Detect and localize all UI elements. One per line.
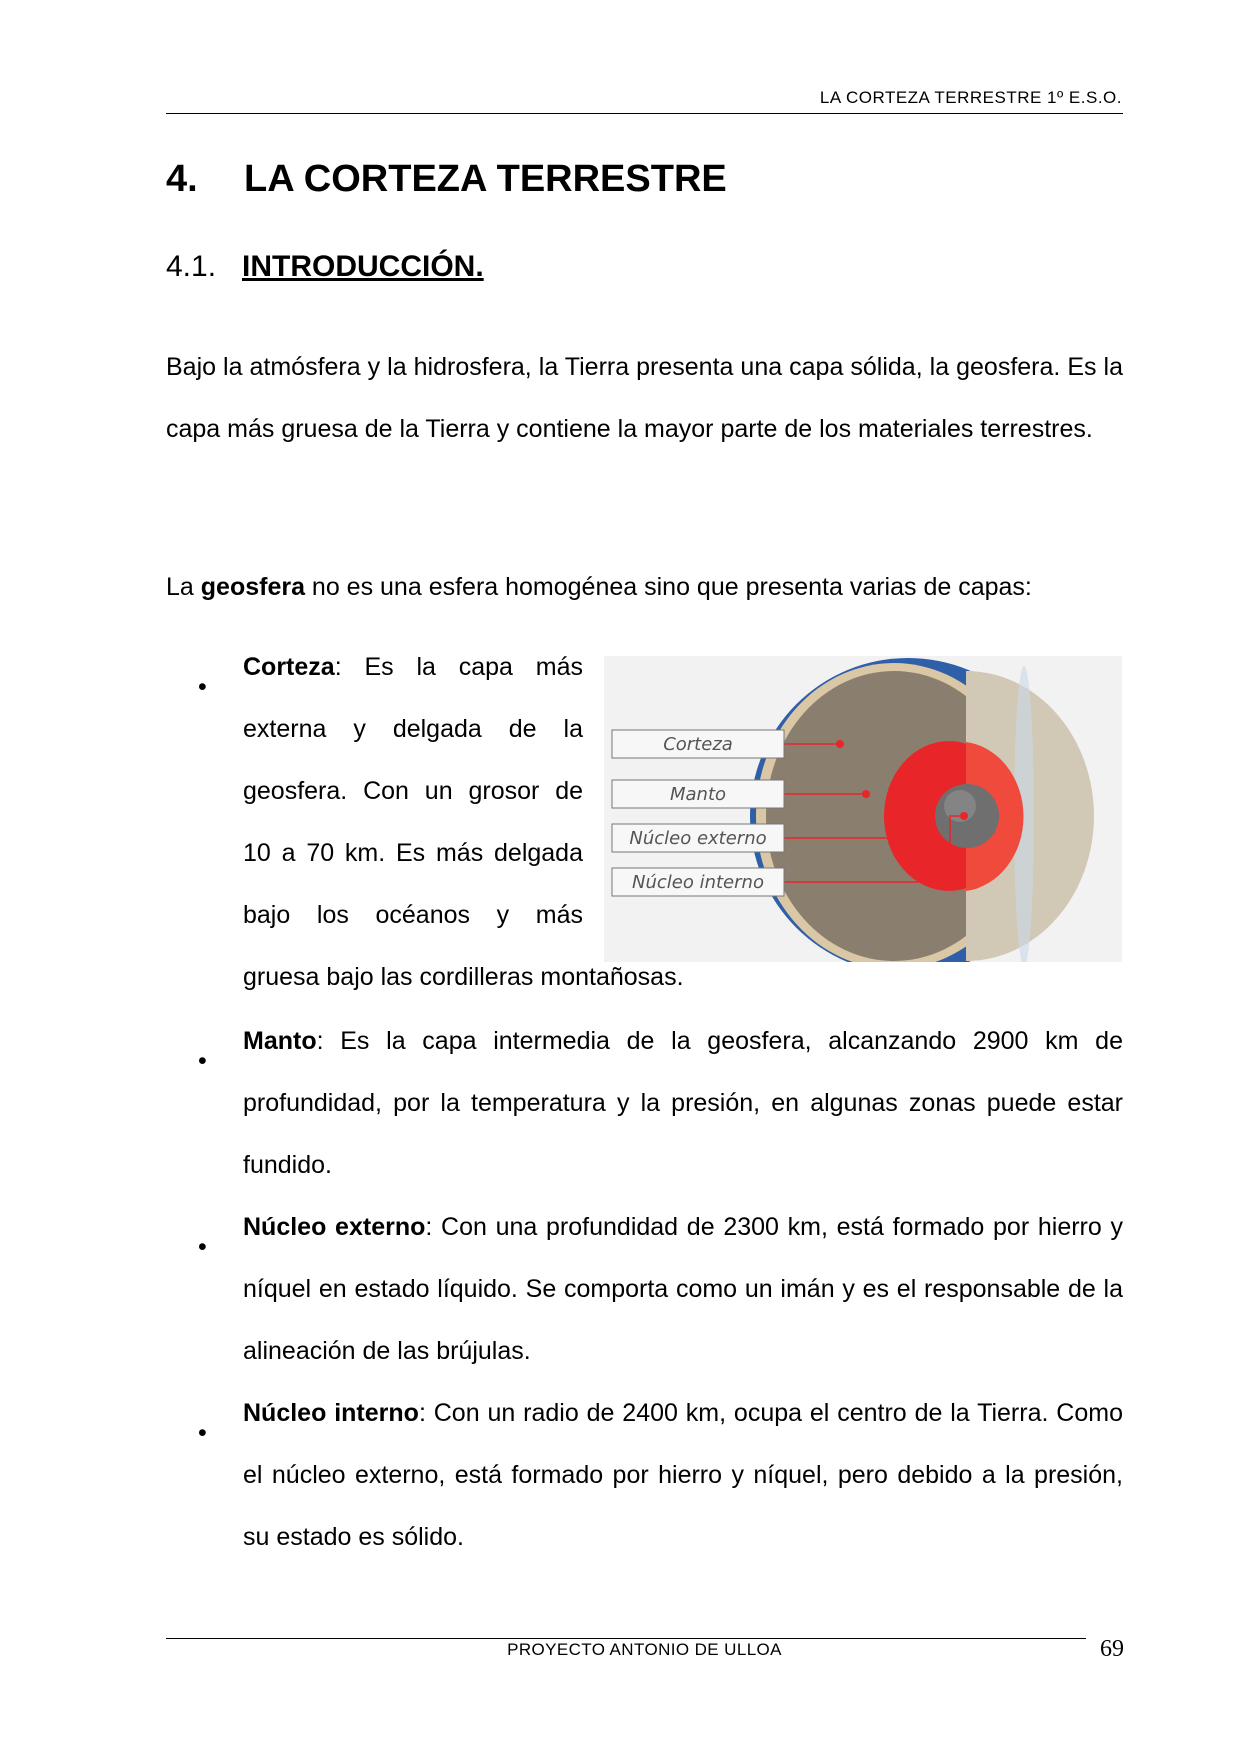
subsection-number: 4.1. (166, 250, 217, 283)
bullet-nucleo-interno: • (198, 1419, 207, 1447)
layer-corteza (243, 636, 583, 946)
corteza-line-4: 10 a 70 km. Es más delgada (243, 839, 583, 867)
nucleo-interno-term: Núcleo interno (243, 1399, 419, 1427)
lead-before: La (166, 573, 201, 601)
section-title: LA CORTEZA TERRESTRE (244, 158, 727, 200)
nucleo-externo-text: : Con una profundidad de 2300 km, está formado por hierro y níquel en estado líquido. Se comporta como un imán y es el responsable de la alineación de las brújulas. (243, 1213, 1123, 1365)
manto-pointer (862, 790, 870, 798)
earth-layers-figure (604, 656, 1122, 962)
subsection-title: INTRODUCCIÓN. (242, 250, 484, 283)
nucleo-externo-pointer (918, 834, 926, 842)
intro-paragraph: Bajo la atmósfera y la hidrosfera, la Tierra presenta una capa sólida, la geosfera. Es la capa más gruesa de la Tierra y contiene la mayor parte de los materiales terrestres. (166, 353, 1123, 443)
corteza-line-5: bajo los océanos y más (243, 901, 583, 929)
corteza-line-6: gruesa bajo las cordilleras montañosas. (243, 963, 684, 991)
lead-term: geosfera (200, 573, 305, 601)
section-heading (166, 158, 727, 201)
label-nucleo-interno: Núcleo interno (632, 872, 764, 893)
nucleo-interno-text: : Con un radio de 2400 km, ocupa el centro de la Tierra. Como el núcleo externo, está formado por hierro y níquel, pero debido a la presión, su estado es sólido. (243, 1399, 1123, 1551)
nucleo-interno-pointer (960, 812, 968, 820)
subsection-heading (166, 250, 484, 284)
bullet-corteza: • (198, 673, 207, 701)
lead-after: no es una esfera homogénea sino que presenta varias de capas: (304, 573, 1032, 601)
label-nucleo-externo: Núcleo externo (629, 828, 767, 849)
page-number: 69 (1100, 1636, 1124, 1662)
header-rule (166, 113, 1123, 114)
label-corteza: Corteza (663, 734, 733, 755)
corteza-line-1: Corteza: Es la capa más (243, 653, 583, 681)
running-header: LA CORTEZA TERRESTRE 1º E.S.O. (819, 88, 1122, 107)
manto-term: Manto (243, 1027, 317, 1055)
manto-text: : Es la capa intermedia de la geosfera, alcanzando 2900 km de profundidad, por la temperatura y la presión, en algunas zonas puede estar fundido. (243, 1027, 1123, 1179)
layer-manto (243, 1010, 1123, 1196)
bullet-manto: • (198, 1047, 207, 1075)
footer-project: PROYECTO ANTONIO DE ULLOA (507, 1640, 782, 1659)
corteza-line-3: geosfera. Con un grosor de (243, 777, 583, 805)
earth-diagram (604, 656, 1122, 962)
section-number: 4. (166, 158, 198, 200)
layer-nucleo-externo (243, 1196, 1123, 1382)
bullet-nucleo-externo: • (198, 1233, 207, 1261)
layer-nucleo-interno (243, 1382, 1123, 1568)
footer-rule (166, 1638, 1086, 1639)
label-manto: Manto (669, 784, 727, 805)
layers-lead (166, 556, 1123, 618)
nucleo-externo-term: Núcleo externo (243, 1213, 426, 1241)
corteza-line-2: externa y delgada de la (243, 715, 583, 743)
corteza-pointer (836, 740, 844, 748)
corteza-term: Corteza (243, 653, 335, 681)
